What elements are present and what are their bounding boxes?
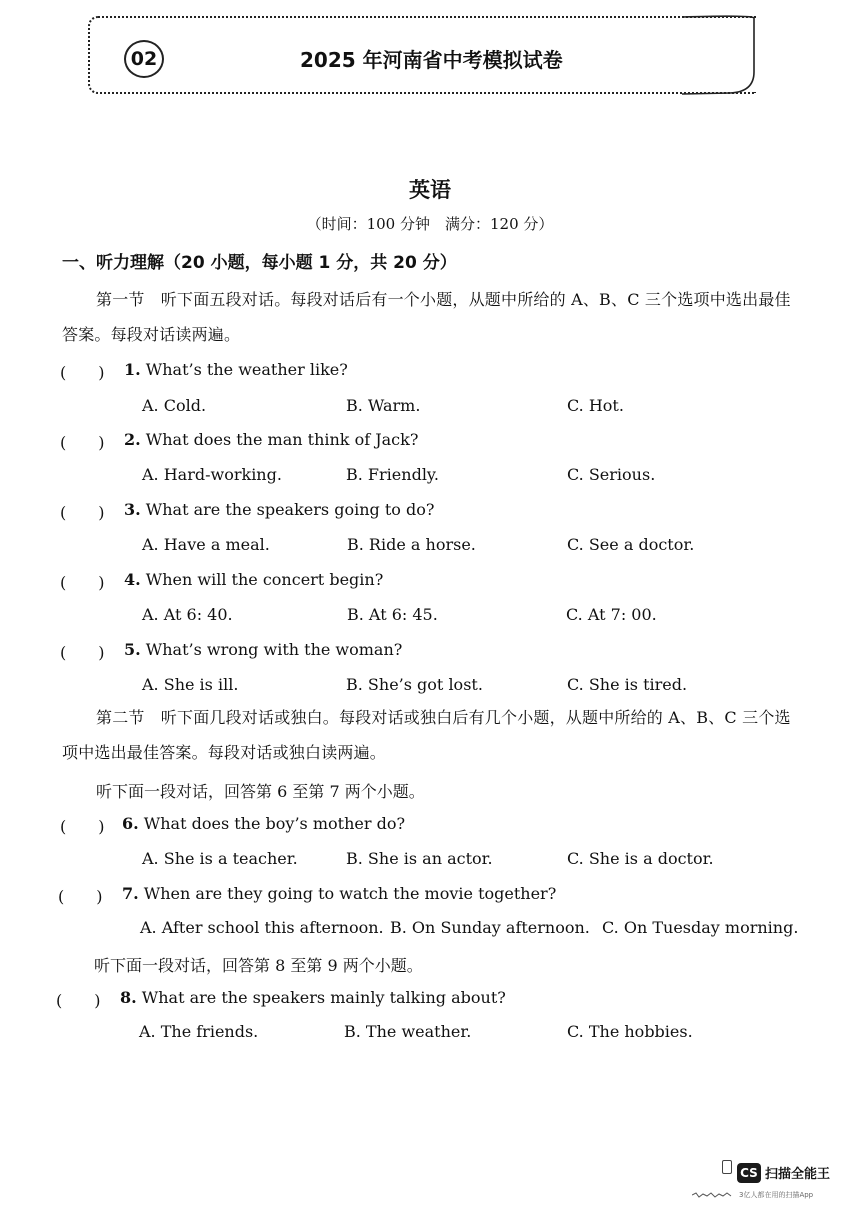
question-number: 5. — [124, 640, 141, 659]
option-b: B. Warm. — [346, 396, 421, 415]
question-text: What does the boy’s mother do? — [143, 814, 406, 833]
scan-noise-mark — [692, 1192, 732, 1198]
section1-instructions: 第一节 听下面五段对话。每段对话后有一个小题，从题中所给的 A、B、C 三个选项中选出最佳答案。每段对话读两遍。 — [62, 290, 791, 344]
option-b: B. At 6: 45. — [347, 605, 438, 624]
question-text: What does the man think of Jack? — [145, 430, 419, 449]
question-text: What are the speakers going to do? — [145, 500, 435, 519]
option-a: A. Have a meal. — [142, 535, 270, 554]
answer-blank[interactable]: ( ) — [60, 433, 105, 452]
subject-title: 英语 — [409, 178, 451, 202]
option-a: A. The friends. — [139, 1022, 259, 1041]
question-5 — [124, 640, 402, 659]
camscanner-logo-icon: CS — [737, 1163, 761, 1183]
option-c: C. The hobbies. — [567, 1022, 693, 1041]
option-c: C. On Tuesday morning. — [602, 918, 799, 937]
watermark-name: 扫描全能王 — [765, 1167, 831, 1182]
option-b: B. The weather. — [344, 1022, 472, 1041]
question-number: 8. — [120, 988, 137, 1007]
page-number-badge: 02 — [124, 40, 164, 78]
question-number: 4. — [124, 570, 141, 589]
option-c: C. Hot. — [567, 396, 624, 415]
exam-meta: （时间：100 分钟 满分：120 分） — [306, 215, 554, 233]
option-a: A. Cold. — [142, 396, 207, 415]
sub-instruction-8-9: 听下面一段对话，回答第 8 至第 9 两个小题。 — [94, 956, 423, 975]
exam-title: 2025 年河南省中考模拟试卷 — [300, 48, 563, 72]
question-8 — [120, 988, 506, 1007]
question-number: 6. — [122, 814, 139, 833]
answer-blank[interactable]: ( ) — [58, 887, 103, 906]
watermark-tagline: 3亿人都在用的扫描App — [739, 1191, 814, 1199]
answer-blank[interactable]: ( ) — [60, 643, 105, 662]
question-4 — [124, 570, 383, 589]
question-text: What’s the weather like? — [145, 360, 348, 379]
answer-blank[interactable]: ( ) — [60, 503, 105, 522]
question-text: When are they going to watch the movie together? — [143, 884, 557, 903]
question-number: 2. — [124, 430, 141, 449]
option-a: A. After school this afternoon. — [140, 918, 384, 937]
part-title: 一、听力理解（20 小题，每小题 1 分，共 20 分） — [62, 253, 457, 273]
option-c: C. She is tired. — [567, 675, 688, 694]
sub-instruction-6-7: 听下面一段对话，回答第 6 至第 7 两个小题。 — [96, 782, 425, 801]
section2-instructions: 第二节 听下面几段对话或独白。每段对话或独白后有几个小题，从题中所给的 A、B、C 三个选项中选出最佳答案。每段对话或独白读两遍。 — [62, 708, 791, 762]
option-c: C. At 7: 00. — [566, 605, 657, 624]
option-a: A. She is a teacher. — [142, 849, 298, 868]
question-number: 7. — [122, 884, 139, 903]
question-7 — [122, 884, 556, 903]
option-a: A. She is ill. — [142, 675, 239, 694]
option-a: A. Hard-working. — [142, 465, 282, 484]
question-text: What are the speakers mainly talking about? — [141, 988, 506, 1007]
question-3 — [124, 500, 434, 519]
question-text: When will the concert begin? — [145, 570, 384, 589]
option-b: B. Friendly. — [346, 465, 439, 484]
question-number: 1. — [124, 360, 141, 379]
answer-blank[interactable]: ( ) — [60, 363, 105, 382]
question-6 — [122, 814, 405, 833]
banner-corner-curve — [680, 14, 760, 96]
question-1 — [124, 360, 348, 379]
option-c: C. See a doctor. — [567, 535, 695, 554]
question-text: What’s wrong with the woman? — [145, 640, 403, 659]
option-b: B. She’s got lost. — [346, 675, 483, 694]
option-b: B. On Sunday afternoon. — [390, 918, 590, 937]
option-b: B. Ride a horse. — [347, 535, 476, 554]
option-a: A. At 6: 40. — [142, 605, 233, 624]
question-number: 3. — [124, 500, 141, 519]
answer-blank[interactable]: ( ) — [60, 817, 105, 836]
answer-blank[interactable]: ( ) — [60, 573, 105, 592]
question-2 — [124, 430, 418, 449]
option-c: C. She is a doctor. — [567, 849, 714, 868]
answer-blank[interactable]: ( ) — [56, 991, 101, 1010]
option-c: C. Serious. — [567, 465, 656, 484]
phone-icon — [722, 1160, 732, 1174]
option-b: B. She is an actor. — [346, 849, 493, 868]
